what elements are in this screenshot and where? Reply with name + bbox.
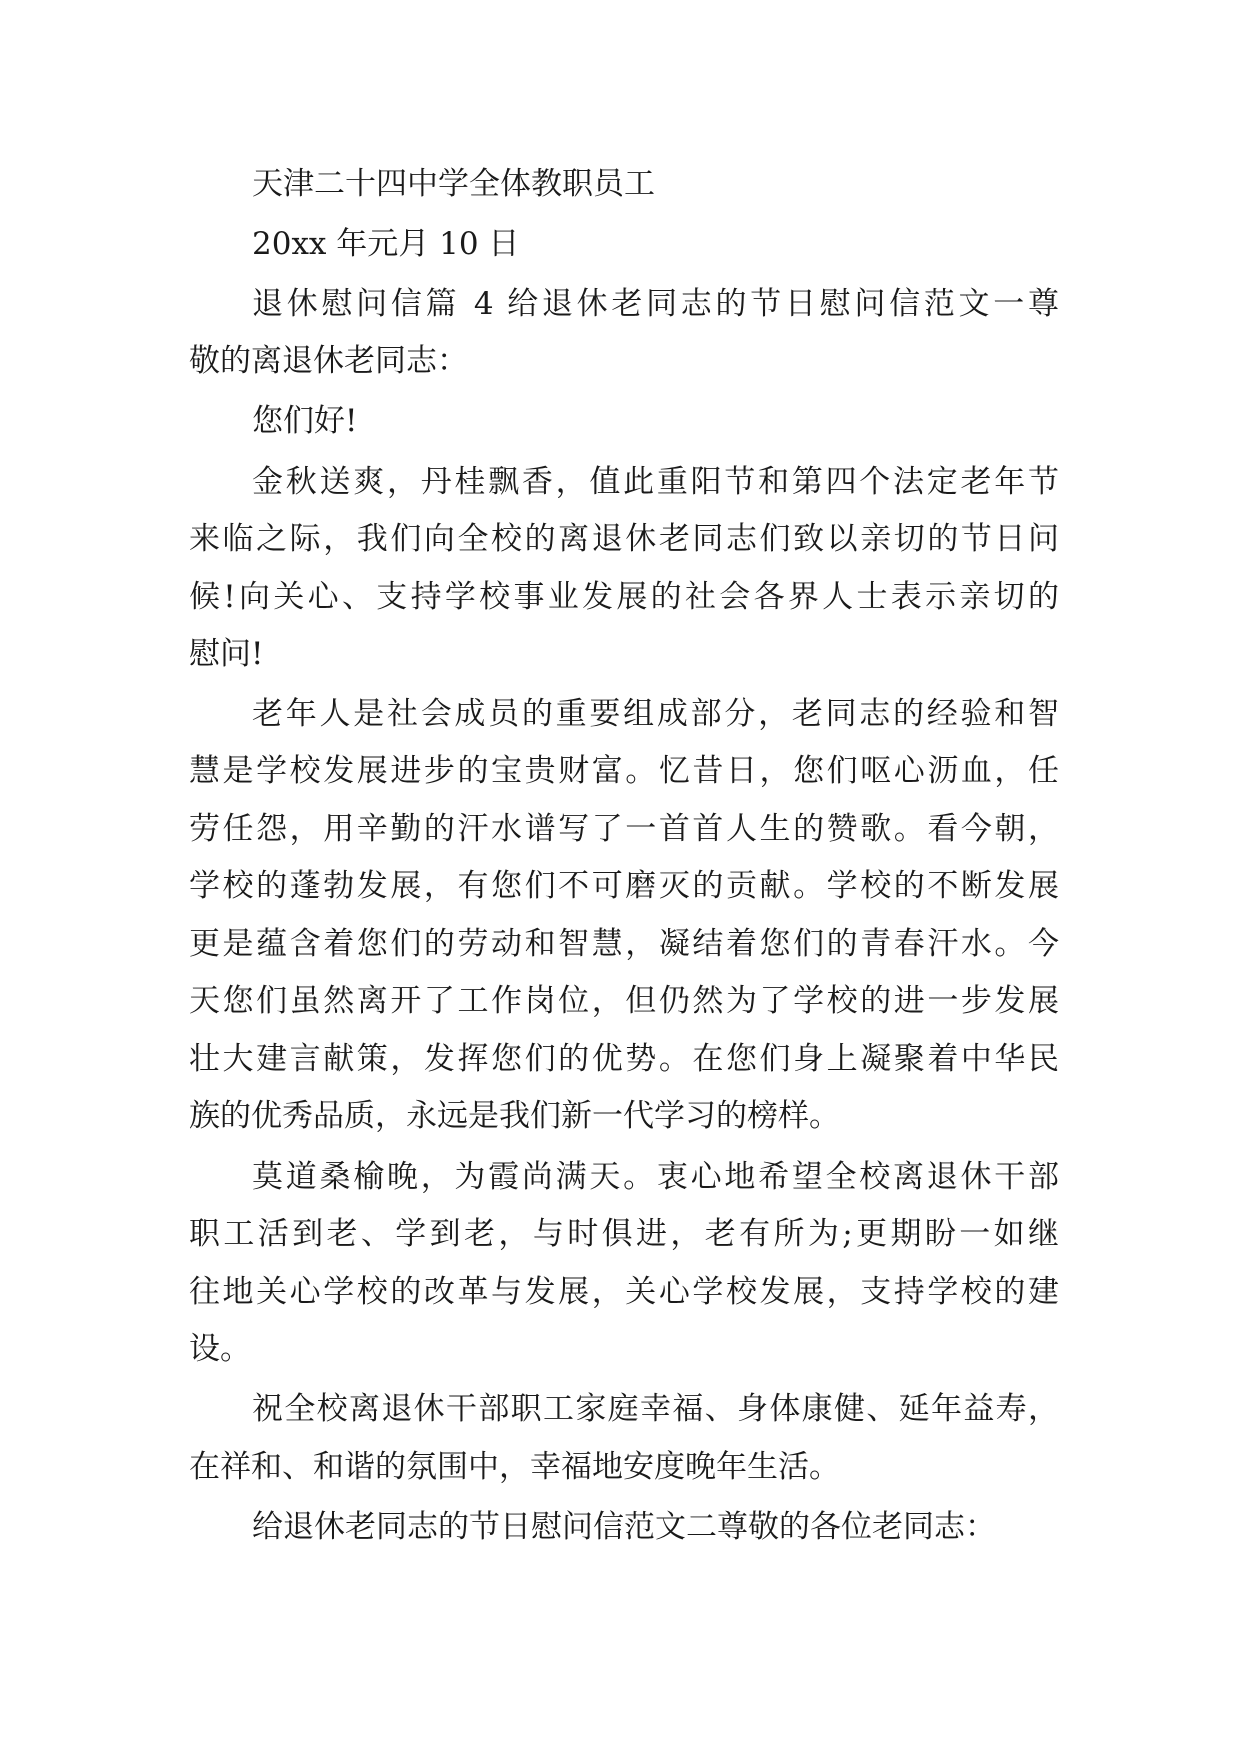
paragraph-line: 劳任怨，用辛勤的汗水谱写了一首首人生的赞歌。看今朝， bbox=[189, 811, 1059, 847]
paragraph-line: 候!向关心、支持学校事业发展的社会各界人士表示亲切的 bbox=[189, 579, 1059, 615]
paragraph-line: 敬的离退休老同志： bbox=[189, 343, 468, 379]
paragraph-line: 金秋送爽，丹桂飘香，值此重阳节和第四个法定老年节 bbox=[252, 464, 1059, 500]
paragraph-line: 莫道桑榆晚，为霞尚满天。衷心地希望全校离退休干部 bbox=[252, 1159, 1059, 1195]
greeting-line: 您们好! bbox=[252, 403, 358, 439]
paragraph-line: 慧是学校发展进步的宝贵财富。忆昔日，您们呕心沥血，任 bbox=[189, 753, 1059, 789]
paragraph-line: 慰问! bbox=[189, 636, 264, 672]
paragraph-line: 给退休老同志的节日慰问信范文二尊敬的各位老同志： bbox=[252, 1509, 996, 1545]
signature-line: 天津二十四中学全体教职员工 bbox=[252, 166, 655, 202]
paragraph-line: 天您们虽然离开了工作岗位，但仍然为了学校的进一步发展 bbox=[189, 983, 1059, 1019]
paragraph-line: 老年人是社会成员的重要组成部分，老同志的经验和智 bbox=[252, 696, 1059, 732]
paragraph-line: 退休慰问信篇 4 给退休老同志的节日慰问信范文一尊 bbox=[252, 286, 1059, 322]
paragraph-line: 往地关心学校的改革与发展，关心学校发展，支持学校的建 bbox=[189, 1274, 1059, 1310]
paragraph-line: 族的优秀品质，永远是我们新一代学习的榜样。 bbox=[189, 1098, 840, 1134]
paragraph-line: 职工活到老、学到老，与时俱进，老有所为;更期盼一如继 bbox=[189, 1216, 1059, 1252]
date-line: 20xx 年元月 10 日 bbox=[252, 226, 520, 262]
paragraph-line: 更是蕴含着您们的劳动和智慧，凝结着您们的青春汗水。今 bbox=[189, 926, 1059, 962]
paragraph-line: 设。 bbox=[189, 1331, 251, 1367]
paragraph-line: 祝全校离退休干部职工家庭幸福、身体康健、延年益寿， bbox=[252, 1391, 1059, 1427]
paragraph-line: 学校的蓬勃发展，有您们不可磨灭的贡献。学校的不断发展 bbox=[189, 868, 1059, 904]
paragraph-line: 在祥和、和谐的氛围中，幸福地安度晚年生活。 bbox=[189, 1449, 840, 1485]
paragraph-line: 壮大建言献策，发挥您们的优势。在您们身上凝聚着中华民 bbox=[189, 1041, 1059, 1077]
paragraph-line: 来临之际，我们向全校的离退休老同志们致以亲切的节日问 bbox=[189, 521, 1059, 557]
